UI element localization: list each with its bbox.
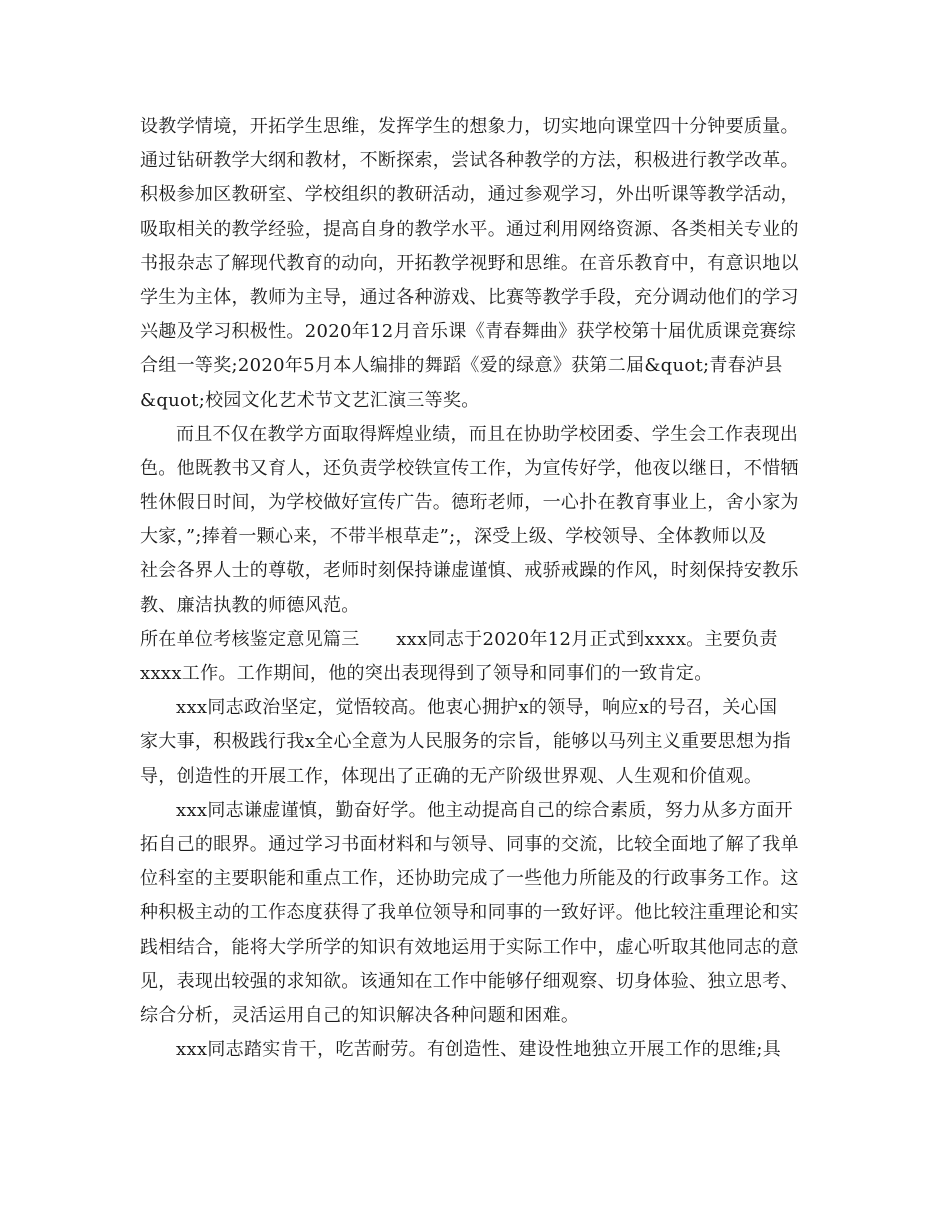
text-line: xxx同志政治坚定，觉悟较高。他衷心拥护x的领导，响应x的号召，关心国 <box>176 697 778 719</box>
text-line: 教、廉洁执教的师德风范。 <box>140 594 360 616</box>
text-line: 牲休假日时间，为学校做好宣传广告。德珩老师，一心扑在教育事业上，舍小家为 <box>140 492 799 514</box>
text-line: 吸取相关的教学经验，提高自身的教学水平。通过利用网络资源、各类相关专业的 <box>140 218 799 240</box>
text-line: 种积极主动的工作态度获得了我单位领导和同事的一致好评。他比较注重理论和实 <box>140 902 799 924</box>
text-line: &quot;校园文化艺术节文艺汇演三等奖。 <box>140 389 480 411</box>
text-line: 书报杂志了解现代教育的动向，开拓教学视野和思维。在音乐教育中，有意识地以 <box>140 252 799 274</box>
text-line: 综合分析，灵活运用自己的知识解决各种问题和困难。 <box>140 1004 580 1026</box>
text-line: 导，创造性的开展工作，体现出了正确的无产阶级世界观、人生观和价值观。 <box>140 765 763 787</box>
text-line: xxx同志谦虚谨慎，勤奋好学。他主动提高自己的综合素质，努力从多方面开 <box>176 799 793 821</box>
text-line: 位科室的主要职能和重点工作，还协助完成了一些他力所能及的行政事务工作。这 <box>140 868 799 890</box>
text-line: xxx同志踏实肯干，吃苦耐劳。有创造性、建设性地独立开展工作的思维;具 <box>176 1039 782 1061</box>
text-line: 学生为主体，教师为主导，通过各种游戏、比赛等教学手段，充分调动他们的学习 <box>140 286 799 308</box>
document-body-text <box>140 110 820 1067</box>
text-line: 所在单位考核鉴定意见篇三 xxx同志于2020年12月正式到xxxx。主要负责 <box>140 628 778 650</box>
text-line: 色。他既教书又育人，还负责学校铁宣传工作，为宣传好学，他夜以继日，不惜牺 <box>140 457 799 479</box>
text-line: 践相结合，能将大学所学的知识有效地运用于实际工作中，虚心听取其他同志的意 <box>140 936 799 958</box>
text-line: xxxx工作。工作期间，他的突出表现得到了领导和同事们的一致肯定。 <box>140 663 713 684</box>
text-line: 积极参加区教研室、学校组织的教研活动，通过参观学习，外出听课等教学活动， <box>140 184 799 206</box>
text-line: 兴趣及学习积极性。2020年12月音乐课《青春舞曲》获学校第十届优质课竞赛综 <box>140 321 797 343</box>
text-line: 大家，”;捧着一颗心来，不带半根草走”;，深受上级、学校领导、全体教师以及 <box>140 526 767 548</box>
text-line: 而且不仅在教学方面取得辉煌业绩，而且在协助学校团委、学生会工作表现出 <box>176 423 799 445</box>
text-line: 社会各界人士的尊敬，老师时刻保持谦虚谨慎、戒骄戒躁的作风，时刻保持安教乐 <box>140 560 799 582</box>
text-line: 设教学情境，开拓学生思维，发挥学生的想象力，切实地向课堂四十分钟要质量。 <box>140 116 799 137</box>
text-line: 合组一等奖;2020年5月本人编排的舞蹈《爱的绿意》获第二届&quot;青春泸县 <box>140 355 783 377</box>
text-line: 家大事，积极践行我x全心全意为人民服务的宗旨，能够以马列主义重要思想为指 <box>140 731 791 753</box>
text-line: 通过钻研教学大纲和教材，不断探索，尝试各种教学的方法，积极进行教学改革。 <box>140 150 799 172</box>
text-line: 见，表现出较强的求知欲。该通知在工作中能够仔细观察、切身体验、独立思考、 <box>140 970 799 992</box>
text-line: 拓自己的眼界。通过学习书面材料和与领导、同事的交流，比较全面地了解了我单 <box>140 833 799 855</box>
